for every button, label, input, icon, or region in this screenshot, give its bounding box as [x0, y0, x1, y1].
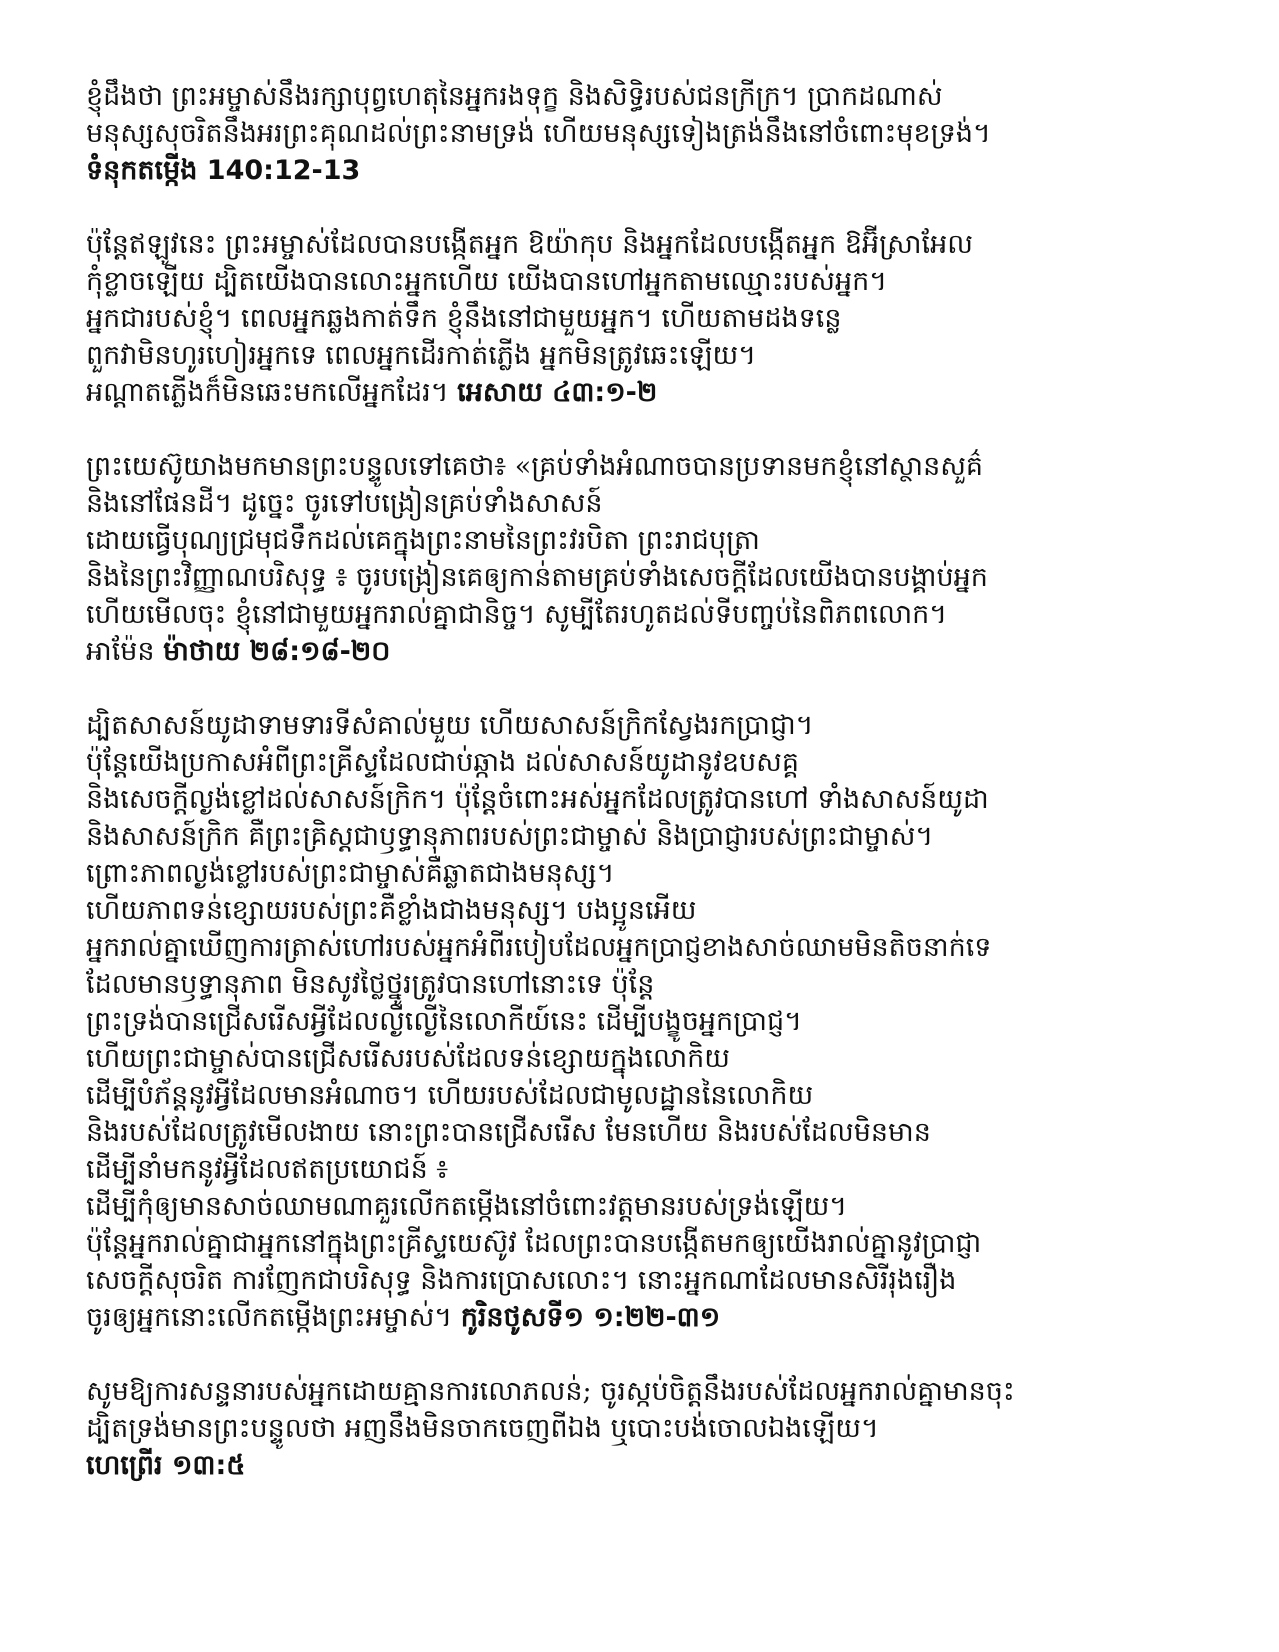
verse-line: ដ្បិតទ្រង់មានព្រះបន្ទូលថា អញនឹងមិនចាកចេញពីឯង ឬបោះបង់ចោលឯងឡើយ។ — [86, 1413, 879, 1444]
verse-line: និងសាសន៍ក្រិក គឺព្រះគ្រិស្តជាឫទ្ធានុភាពរបស់ព្រះជាម្ចាស់ និងប្រាជ្ញារបស់ព្រះជាម្ចាស់។ — [86, 821, 934, 852]
passage-isaiah — [86, 226, 1216, 411]
scripture-reference: កូរិនថូសទី១ ១:២២-៣១ — [460, 1302, 721, 1333]
verse-line: ព្រះយេស៊ូយាងមកមានព្រះបន្ទូលទៅគេថា៖ «គ្រប់ទាំងអំណាចបានប្រទានមកខ្ញុំនៅស្ថានសួគ៌ — [86, 451, 984, 482]
passage-hebrews — [86, 1373, 1216, 1484]
verse-line: ខ្ញុំដឹងថា ព្រះអម្ចាស់នឹងរក្សាបុព្វហេតុនៃអ្នករងទុក្ខ និងសិទ្ធិរបស់ជនក្រីក្រ។ ប្រាកដណាស់ — [86, 81, 943, 112]
document-page — [86, 78, 1216, 1521]
scripture-reference: ម៉ាថាយ ២៨:១៨-២០ — [163, 636, 391, 667]
verse-line: ព្រះទ្រង់បានជ្រើសរើសអ្វីដែលល្ងីល្ងើនៃលោកីយ៍នេះ ដើម្បីបង្ខូចអ្នកប្រាជ្ញ។ — [86, 1006, 802, 1037]
verse-line: អ្នករាល់គ្នាឃើញការត្រាស់ហៅរបស់អ្នកអំពីរបៀបដែលអ្នកប្រាជ្ញខាងសាច់ឈាមមិនតិចនាក់ទេ — [86, 932, 992, 963]
verse-line: ពួកវាមិនហូរហៀរអ្នកទេ ពេលអ្នកដើរកាត់ភ្លើង អ្នកមិនត្រូវឆេះឡើយ។ — [86, 340, 757, 371]
verse-line: អណ្តាតភ្លើងក៏មិនឆេះមកលើអ្នកដែរ។ — [86, 377, 449, 408]
verse-line: ព្រោះភាពល្ងង់ខ្លៅរបស់ព្រះជាម្ចាស់គឺឆ្លាតជាងមនុស្ស។ — [86, 858, 615, 889]
verse-line: ប៉ុន្តែយើងប្រកាសអំពីព្រះគ្រីស្ទដែលជាប់ឆ្កាង ដល់សាសន៍យូដានូវឧបសគ្គ — [86, 747, 799, 778]
verse-line: អាម៉ែន — [86, 636, 155, 667]
verse-line: ចូរឲ្យអ្នកនោះលើកតម្កើងព្រះអម្ចាស់។ — [86, 1302, 453, 1333]
verse-line: អ្នកជារបស់ខ្ញុំ។ ពេលអ្នកឆ្លងកាត់ទឹក ខ្ញុំនឹងនៅជាមួយអ្នក។ ហើយតាមដងទន្លេ — [86, 303, 842, 334]
scripture-reference: អេសាយ ៤៣:១-២ — [457, 377, 658, 408]
verse-line: ហើយព្រះជាម្ចាស់បានជ្រើសរើសរបស់ដែលទន់ខ្សោយក្នុងលោកិយ — [86, 1043, 731, 1074]
passage-corinthians — [86, 707, 1216, 1336]
verse-line: និងសេចក្តីល្ងង់ខ្លៅដល់សាសន៍ក្រិក។ ប៉ុន្តែចំពោះអស់អ្នកដែលត្រូវបានហៅ ទាំងសាសន៍យូដា — [86, 784, 989, 815]
verse-line: សូមឱ្យការសន្ទនារបស់អ្នកដោយគ្មានការលោភលន់; ចូរស្កប់ចិត្តនឹងរបស់ដែលអ្នករាល់គ្នាមានចុះ — [86, 1376, 1015, 1407]
verse-line: និងនៅផែនដី។ ដូច្នេះ ចូរទៅបង្រៀនគ្រប់ទាំងសាសន៍ — [86, 488, 603, 519]
verse-line: សេចក្តីសុចរិត ការញែកជាបរិសុទ្ធ និងការប្រោសលោះ។ នោះអ្នកណាដែលមានសិរីរុងរឿង — [86, 1265, 957, 1296]
verse-line: ប៉ុន្តែឥឡូវនេះ ព្រះអម្ចាស់ដែលបានបង្កើតអ្នក ឱយ៉ាកុប និងអ្នកដែលបង្កើតអ្នក ឱអ៊ីស្រាអែល — [86, 229, 973, 260]
verse-line: និងនៃព្រះវិញ្ញាណបរិសុទ្ធ ៖ ចូរបង្រៀនគេឲ្យកាន់តាមគ្រប់ទាំងសេចក្ដីដែលយើងបានបង្គាប់អ្នក — [86, 562, 988, 593]
verse-line: ដែលមានឫទ្ធានុភាព មិនសូវថ្លៃថ្នូរត្រូវបានហៅនោះទេ ប៉ុន្តែ — [86, 969, 655, 1000]
passage-matthew — [86, 448, 1216, 670]
verse-line: ហើយមើលចុះ ខ្ញុំនៅជាមួយអ្នករាល់គ្នាជានិច្ច។ សូម្បីតែរហូតដល់ទីបញ្ចប់នៃពិភពលោក។ — [86, 599, 948, 630]
verse-line: ដើម្បីកុំឲ្យមានសាច់ឈាមណាគួរលើកតម្កើងនៅចំពោះវត្តមានរបស់ទ្រង់ឡើយ។ — [86, 1191, 848, 1222]
verse-line: ដើម្បីបំភ័ន្តនូវអ្វីដែលមានអំណាច។ ហើយរបស់ដែលជាមូលដ្ឋាននៃលោកិយ — [86, 1080, 814, 1111]
scripture-reference: ហេព្រើរ ១៣:៥ — [86, 1450, 246, 1481]
scripture-reference: ទំនុកតម្កើង 140:12-13 — [86, 155, 361, 186]
verse-line: និងរបស់ដែលត្រូវមើលងាយ នោះព្រះបានជ្រើសរើស មែនហើយ និងរបស់ដែលមិនមាន — [86, 1117, 931, 1148]
verse-line: ដើម្បីនាំមកនូវអ្វីដែលឥតប្រយោជន៍ ៖ — [86, 1154, 449, 1185]
verse-line: ដ្បិតសាសន៍យូដាទាមទារទីសំគាល់មួយ ហើយសាសន៍ក្រិកស្វែងរកប្រាជ្ញា។ — [86, 710, 814, 741]
verse-line: កុំខ្លាចឡើយ ដ្បិតយើងបានលោះអ្នកហើយ យើងបានហៅអ្នកតាមឈ្មោះរបស់អ្នក។ — [86, 266, 888, 297]
verse-line: មនុស្សសុចរិតនឹងអរព្រះគុណដល់ព្រះនាមទ្រង់ ហើយមនុស្សទៀងត្រង់នឹងនៅចំពោះមុខទ្រង់។ — [86, 118, 991, 149]
verse-line: ប៉ុន្តែអ្នករាល់គ្នាជាអ្នកនៅក្នុងព្រះគ្រីស្ទយេស៊ូវ ដែលព្រះបានបង្កើតមកឲ្យយើងរាល់គ្នានូវប្រាជ្ញា — [86, 1228, 982, 1259]
verse-line: ដោយធ្វើបុណ្យជ្រមុជទឹកដល់គេក្នុងព្រះនាមនៃព្រះវរបិតា ព្រះរាជបុត្រា — [86, 525, 760, 556]
passage-psalm — [86, 78, 1216, 189]
verse-line: ហើយភាពទន់ខ្សោយរបស់ព្រះគឺខ្លាំងជាងមនុស្ស។ បងប្អូនអើយ — [86, 895, 697, 926]
